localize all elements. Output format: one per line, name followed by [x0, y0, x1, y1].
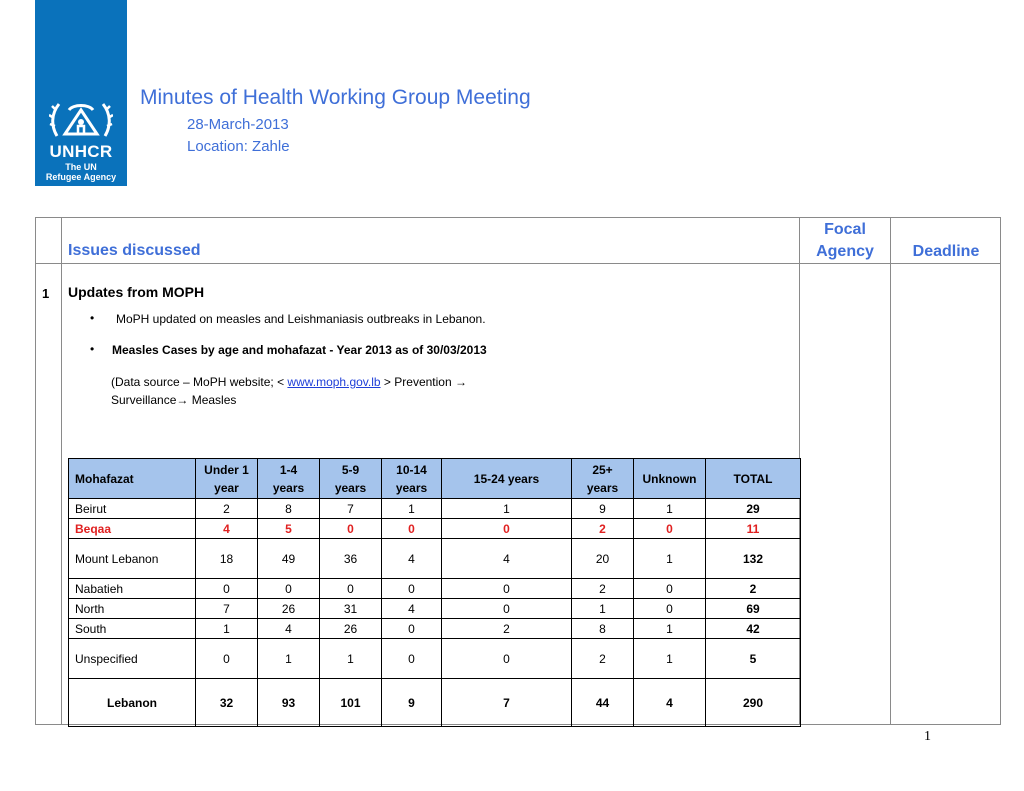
total-cell: 42: [706, 619, 801, 639]
header-cell: Under 1 year: [196, 459, 258, 499]
case-count-cell: 20: [572, 539, 634, 579]
bullet-icon: •: [90, 311, 95, 325]
table-row: [69, 539, 801, 579]
case-count-cell: 0: [196, 639, 258, 679]
total-cell: 5: [706, 639, 801, 679]
mohafazat-cell: Lebanon: [69, 679, 196, 727]
case-count-cell: 4: [442, 539, 572, 579]
total-cell: 29: [706, 499, 801, 519]
mohafazat-cell: South: [69, 619, 196, 639]
source-prefix: (Data source – MoPH website; <: [111, 375, 285, 389]
case-count-cell: 1: [196, 619, 258, 639]
case-count-cell: 4: [634, 679, 706, 727]
mohafazat-cell: North: [69, 599, 196, 619]
case-count-cell: 18: [196, 539, 258, 579]
table-row: [69, 519, 801, 539]
mohafazat-cell: Beirut: [69, 499, 196, 519]
case-count-cell: 8: [572, 619, 634, 639]
table-row: [69, 579, 801, 599]
header-cell: 15-24 years: [442, 459, 572, 499]
case-count-cell: 7: [442, 679, 572, 727]
case-count-cell: 1: [382, 499, 442, 519]
table-row: [69, 679, 801, 727]
total-cell: 69: [706, 599, 801, 619]
case-count-cell: 32: [196, 679, 258, 727]
deadline-header: Deadline: [912, 243, 980, 260]
case-count-cell: 0: [634, 579, 706, 599]
case-count-cell: 0: [442, 599, 572, 619]
case-count-cell: 1: [258, 639, 320, 679]
case-count-cell: 0: [442, 579, 572, 599]
document-title: Minutes of Health Working Group Meeting: [140, 86, 531, 109]
case-count-cell: 1: [442, 499, 572, 519]
mohafazat-cell: Nabatieh: [69, 579, 196, 599]
case-count-cell: 0: [320, 579, 382, 599]
case-count-cell: 49: [258, 539, 320, 579]
case-count-cell: 26: [258, 599, 320, 619]
case-count-cell: 1: [634, 499, 706, 519]
unhcr-logo: [35, 0, 127, 186]
total-cell: 132: [706, 539, 801, 579]
case-count-cell: 1: [634, 539, 706, 579]
issues-discussed-header: Issues discussed: [68, 242, 201, 259]
case-count-cell: 2: [196, 499, 258, 519]
meeting-location: Location: Zahle: [187, 138, 290, 155]
minutes-table: [35, 217, 1001, 725]
table-row: [69, 499, 801, 519]
logo-line2: Refugee Agency: [45, 172, 117, 182]
case-count-cell: 0: [382, 619, 442, 639]
case-count-cell: 0: [382, 639, 442, 679]
page-number: 1: [924, 729, 931, 744]
case-count-cell: 101: [320, 679, 382, 727]
case-count-cell: 1: [320, 639, 382, 679]
case-count-cell: 4: [196, 519, 258, 539]
case-count-cell: 4: [258, 619, 320, 639]
case-count-cell: 26: [320, 619, 382, 639]
mohafazat-cell: Unspecified: [69, 639, 196, 679]
case-count-cell: 2: [572, 519, 634, 539]
case-count-cell: 0: [320, 519, 382, 539]
case-count-cell: 0: [442, 519, 572, 539]
table-row: [69, 599, 801, 619]
case-count-cell: 9: [382, 679, 442, 727]
case-count-cell: 0: [196, 579, 258, 599]
focal-agency-header: [800, 219, 890, 263]
table-header-row: [69, 459, 801, 499]
source-line2: Surveillance→ Measles: [111, 393, 237, 407]
meeting-date: 28-March-2013: [187, 116, 289, 133]
unhcr-emblem-icon: [49, 96, 113, 140]
bullet-icon: •: [90, 342, 95, 356]
measles-cases-table: [68, 458, 801, 727]
case-count-cell: 2: [442, 619, 572, 639]
case-count-cell: 0: [382, 519, 442, 539]
focal-agency-line2: Agency: [816, 243, 874, 260]
header-cell: 25+ years: [572, 459, 634, 499]
case-count-cell: 7: [196, 599, 258, 619]
header-divider: [36, 263, 1000, 264]
case-count-cell: 1: [634, 639, 706, 679]
case-count-cell: 0: [382, 579, 442, 599]
case-count-cell: 5: [258, 519, 320, 539]
case-count-cell: 2: [572, 579, 634, 599]
header-cell: 5-9 years: [320, 459, 382, 499]
focal-agency-line1: Focal: [824, 221, 866, 238]
case-count-cell: 93: [258, 679, 320, 727]
total-cell: 290: [706, 679, 801, 727]
header-cell: 1-4 years: [258, 459, 320, 499]
source-suffix: > Prevention →: [383, 375, 467, 389]
case-count-cell: 7: [320, 499, 382, 519]
case-count-cell: 0: [634, 599, 706, 619]
case-count-cell: 31: [320, 599, 382, 619]
case-count-cell: 0: [258, 579, 320, 599]
case-count-cell: 1: [572, 599, 634, 619]
case-count-cell: 4: [382, 599, 442, 619]
mohafazat-cell: Mount Lebanon: [69, 539, 196, 579]
case-count-cell: 9: [572, 499, 634, 519]
case-count-cell: 2: [572, 639, 634, 679]
column-divider: [61, 218, 62, 724]
case-count-cell: 0: [634, 519, 706, 539]
header-cell: Mohafazat: [69, 459, 196, 499]
case-count-cell: 44: [572, 679, 634, 727]
item-title: Updates from MOPH: [68, 284, 205, 300]
column-divider: [890, 218, 891, 724]
case-count-cell: 0: [442, 639, 572, 679]
total-cell: 2: [706, 579, 801, 599]
header-cell: 10-14 years: [382, 459, 442, 499]
case-count-cell: 36: [320, 539, 382, 579]
moph-website-link[interactable]: www.moph.gov.lb: [287, 375, 381, 389]
bullet-measles-cases: Measles Cases by age and mohafazat - Year 2013 as of 30/03/2013: [112, 343, 487, 357]
item-number: 1: [42, 286, 50, 301]
header-cell: TOTAL: [706, 459, 801, 499]
total-cell: 11: [706, 519, 801, 539]
case-count-cell: 8: [258, 499, 320, 519]
bullet-moph-update: MoPH updated on measles and Leishmaniasis outbreaks in Lebanon.: [116, 312, 486, 326]
header-cell: Unknown: [634, 459, 706, 499]
table-row: [69, 639, 801, 679]
logo-name: UNHCR: [49, 142, 113, 161]
table-row: [69, 619, 801, 639]
data-source-note: [111, 373, 531, 409]
case-count-cell: 4: [382, 539, 442, 579]
mohafazat-cell: Beqaa: [69, 519, 196, 539]
logo-line1: The UN: [65, 162, 97, 172]
case-count-cell: 1: [634, 619, 706, 639]
